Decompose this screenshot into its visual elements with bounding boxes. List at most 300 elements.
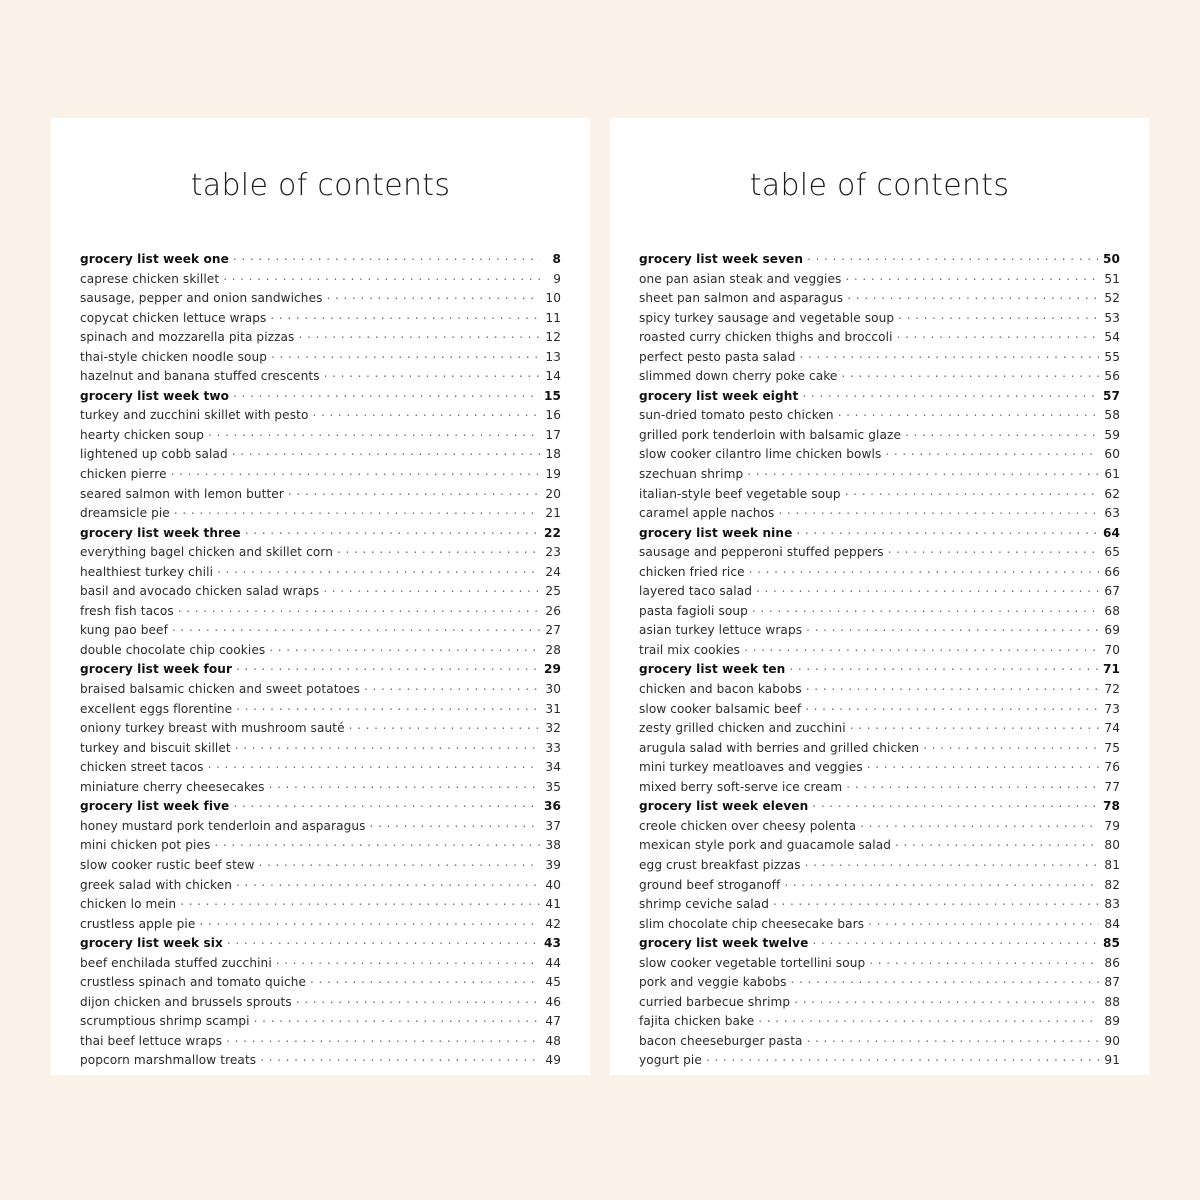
toc-page-number: 13 xyxy=(545,349,561,364)
toc-page-number: 47 xyxy=(545,1014,561,1029)
toc-page-number: 18 xyxy=(545,447,561,462)
toc-entry-label: greek salad with chicken xyxy=(80,877,233,892)
toc-entry-label: popcorn marshmallow treats xyxy=(80,1053,257,1068)
toc-entry[interactable] xyxy=(639,327,1120,347)
toc-dot-leader xyxy=(807,1031,1099,1045)
toc-entry[interactable] xyxy=(80,464,561,484)
toc-entry-label: sausage and pepperoni stuffed peppers xyxy=(639,545,884,560)
toc-entry[interactable] xyxy=(639,542,1120,562)
toc-entry-label: egg crust breakfast pizzas xyxy=(639,857,801,872)
toc-dot-leader xyxy=(706,1050,1099,1064)
toc-entry-label: slim chocolate chip cheesecake bars xyxy=(639,916,865,931)
toc-dot-leader xyxy=(236,659,540,673)
toc-entry[interactable] xyxy=(639,503,1120,523)
toc-page-number: 33 xyxy=(545,740,561,755)
toc-page-number: 54 xyxy=(1104,330,1120,345)
toc-entry[interactable] xyxy=(639,425,1120,445)
toc-entry-label: perfect pesto pasta salad xyxy=(639,349,796,364)
toc-page-number: 72 xyxy=(1104,682,1120,697)
toc-page-number: 77 xyxy=(1104,779,1120,794)
toc-page-number: 68 xyxy=(1104,603,1120,618)
toc-entry[interactable] xyxy=(639,1050,1120,1070)
toc-entry-label: pork and veggie kabobs xyxy=(639,975,787,990)
toc-dot-leader xyxy=(838,405,1099,419)
right-page xyxy=(610,118,1149,1075)
toc-dot-leader xyxy=(270,308,540,322)
toc-entry[interactable] xyxy=(80,699,561,719)
toc-dot-leader xyxy=(895,835,1099,849)
toc-entry[interactable] xyxy=(80,757,561,777)
toc-list-right xyxy=(639,249,1120,1070)
toc-page-number: 35 xyxy=(545,779,561,794)
toc-entry[interactable] xyxy=(639,699,1120,719)
toc-entry[interactable] xyxy=(80,1050,561,1070)
toc-entry[interactable] xyxy=(80,894,561,914)
toc-entry[interactable] xyxy=(639,640,1120,660)
toc-page-number: 81 xyxy=(1104,857,1120,872)
toc-entry[interactable] xyxy=(639,444,1120,464)
toc-dot-leader xyxy=(812,933,1099,947)
toc-entry[interactable] xyxy=(80,992,561,1012)
toc-page-number: 26 xyxy=(545,603,561,618)
toc-entry-label: caprese chicken skillet xyxy=(80,271,220,286)
toc-dot-leader xyxy=(271,347,540,361)
toc-entry[interactable] xyxy=(639,816,1120,836)
toc-entry-label: grocery list week nine xyxy=(639,525,793,540)
toc-dot-leader xyxy=(260,1050,540,1064)
toc-page-number: 27 xyxy=(545,623,561,638)
toc-dot-leader xyxy=(789,659,1099,673)
toc-entry-label: crustless spinach and tomato quiche xyxy=(80,975,307,990)
toc-entry-label: grocery list week eleven xyxy=(639,799,809,814)
toc-section-heading[interactable] xyxy=(80,659,561,679)
toc-entry-label: miniature cherry cheesecakes xyxy=(80,779,265,794)
toc-page-number: 52 xyxy=(1104,291,1120,306)
toc-entry[interactable] xyxy=(80,1031,561,1051)
toc-entry[interactable] xyxy=(639,308,1120,328)
toc-entry-label: grocery list week one xyxy=(80,252,229,266)
toc-entry[interactable] xyxy=(80,327,561,347)
toc-dot-leader xyxy=(850,718,1099,732)
toc-page-number: 78 xyxy=(1102,799,1120,814)
toc-page-number: 73 xyxy=(1104,701,1120,716)
toc-entry-label: grocery list week eight xyxy=(639,388,799,403)
toc-page-number: 37 xyxy=(545,818,561,833)
toc-entry[interactable] xyxy=(639,484,1120,504)
toc-dot-leader xyxy=(888,542,1099,556)
toc-page-number: 19 xyxy=(545,467,561,482)
toc-entry-label: grocery list week six xyxy=(80,936,223,951)
toc-entry[interactable] xyxy=(80,738,561,758)
toc-page-number: 16 xyxy=(545,408,561,423)
toc-entry[interactable] xyxy=(639,366,1120,386)
toc-entry[interactable] xyxy=(639,738,1120,758)
toc-entry-label: chicken lo mein xyxy=(80,897,177,912)
toc-page-number: 87 xyxy=(1104,975,1120,990)
toc-page-number: 39 xyxy=(545,857,561,872)
toc-page-number: 55 xyxy=(1104,349,1120,364)
toc-entry-label: asian turkey lettuce wraps xyxy=(639,623,803,638)
toc-entry-label: mini turkey meatloaves and veggies xyxy=(639,760,863,775)
toc-dot-leader xyxy=(752,601,1099,615)
toc-entry-label: copycat chicken lettuce wraps xyxy=(80,310,267,325)
toc-page-number: 10 xyxy=(545,291,561,306)
toc-entry-label: grilled pork tenderloin with balsamic glaze xyxy=(639,427,901,442)
toc-section-heading[interactable] xyxy=(80,933,561,953)
toc-page-number: 50 xyxy=(1102,252,1120,266)
toc-entry[interactable] xyxy=(639,601,1120,621)
toc-entry-label: honey mustard pork tenderloin and asparagus xyxy=(80,818,366,833)
toc-entry[interactable] xyxy=(80,562,561,582)
toc-dot-leader xyxy=(312,405,540,419)
toc-dot-leader xyxy=(324,366,540,380)
toc-dot-leader xyxy=(744,640,1099,654)
toc-entry[interactable] xyxy=(639,347,1120,367)
toc-entry-label: caramel apple nachos xyxy=(639,506,775,521)
toc-entry[interactable] xyxy=(639,992,1120,1012)
toc-entry-label: yogurt pie xyxy=(639,1053,702,1068)
toc-entry-label: chicken street tacos xyxy=(80,760,204,775)
toc-entry[interactable] xyxy=(639,562,1120,582)
toc-entry[interactable] xyxy=(80,347,561,367)
toc-section-heading[interactable] xyxy=(639,933,1120,953)
left-page xyxy=(51,118,590,1075)
toc-dot-leader xyxy=(236,875,540,889)
toc-page-number: 17 xyxy=(545,427,561,442)
toc-dot-leader xyxy=(288,484,540,498)
toc-dot-leader xyxy=(885,444,1099,458)
toc-section-heading[interactable] xyxy=(80,796,561,816)
toc-dot-leader xyxy=(806,620,1099,634)
toc-dot-leader xyxy=(178,601,540,615)
toc-dot-leader xyxy=(208,757,540,771)
toc-entry[interactable] xyxy=(80,914,561,934)
toc-page-number: 82 xyxy=(1104,877,1120,892)
toc-page-number: 91 xyxy=(1104,1053,1120,1068)
toc-page-number: 57 xyxy=(1102,388,1120,403)
toc-entry[interactable] xyxy=(80,425,561,445)
toc-page-number: 59 xyxy=(1104,427,1120,442)
toc-entry[interactable] xyxy=(80,581,561,601)
toc-dot-leader xyxy=(845,269,1099,283)
toc-dot-leader xyxy=(898,308,1099,322)
toc-entry-label: hearty chicken soup xyxy=(80,427,205,442)
toc-entry[interactable] xyxy=(80,405,561,425)
toc-entry[interactable] xyxy=(639,405,1120,425)
toc-dot-leader xyxy=(778,503,1099,517)
toc-dot-leader xyxy=(233,386,540,400)
toc-entry-label: sausage, pepper and onion sandwiches xyxy=(80,291,323,306)
toc-page-number: 11 xyxy=(545,310,561,325)
toc-page-number: 45 xyxy=(545,975,561,990)
toc-page-number: 75 xyxy=(1104,740,1120,755)
toc-dot-leader xyxy=(214,835,540,849)
toc-dot-leader xyxy=(791,972,1099,986)
toc-dot-leader xyxy=(276,953,540,967)
toc-dot-leader xyxy=(806,679,1099,693)
page-title: table of contents xyxy=(190,168,451,203)
toc-entry[interactable] xyxy=(639,972,1120,992)
toc-entry-label: basil and avocado chicken salad wraps xyxy=(80,584,320,599)
toc-entry-label: bacon cheeseburger pasta xyxy=(639,1033,803,1048)
toc-entry[interactable] xyxy=(80,835,561,855)
toc-page-number: 53 xyxy=(1104,310,1120,325)
toc-entry-label: fresh fish tacos xyxy=(80,603,174,618)
toc-entry[interactable] xyxy=(639,679,1120,699)
toc-entry-label: slow cooker cilantro lime chicken bowls xyxy=(639,447,882,462)
toc-entry[interactable] xyxy=(80,953,561,973)
toc-dot-leader xyxy=(258,855,540,869)
toc-page-number: 80 xyxy=(1104,838,1120,853)
toc-page-number: 62 xyxy=(1104,486,1120,501)
toc-dot-leader xyxy=(845,484,1099,498)
toc-entry-label: shrimp ceviche salad xyxy=(639,897,769,912)
toc-page-number: 85 xyxy=(1102,936,1120,951)
toc-entry-label: curried barbecue shrimp xyxy=(639,994,791,1009)
toc-entry[interactable] xyxy=(80,542,561,562)
toc-entry[interactable] xyxy=(80,444,561,464)
toc-dot-leader xyxy=(805,855,1099,869)
toc-dot-leader xyxy=(812,796,1099,810)
toc-dot-leader xyxy=(323,581,540,595)
toc-entry[interactable] xyxy=(639,718,1120,738)
toc-page-number: 71 xyxy=(1102,662,1120,677)
toc-dot-leader xyxy=(747,464,1099,478)
toc-section-heading[interactable] xyxy=(639,249,1120,269)
toc-entry[interactable] xyxy=(639,464,1120,484)
toc-dot-leader xyxy=(370,816,540,830)
toc-entry[interactable] xyxy=(639,620,1120,640)
toc-entry-label: pasta fagioli soup xyxy=(639,603,748,618)
toc-page-number: 9 xyxy=(553,271,561,286)
toc-dot-leader xyxy=(298,327,540,341)
toc-page-number: 79 xyxy=(1104,818,1120,833)
toc-entry-label: arugula salad with berries and grilled chicken xyxy=(639,740,920,755)
toc-dot-leader xyxy=(794,992,1099,1006)
toc-entry-label: grocery list week twelve xyxy=(639,936,809,951)
toc-page-number: 38 xyxy=(545,838,561,853)
toc-dot-leader xyxy=(337,542,540,556)
toc-entry[interactable] xyxy=(639,757,1120,777)
toc-entry[interactable] xyxy=(639,914,1120,934)
toc-section-heading[interactable] xyxy=(80,386,561,406)
toc-dot-leader xyxy=(758,1011,1099,1025)
toc-entry[interactable] xyxy=(639,288,1120,308)
toc-dot-leader xyxy=(236,699,540,713)
toc-entry[interactable] xyxy=(80,503,561,523)
toc-entry[interactable] xyxy=(80,269,561,289)
toc-entry[interactable] xyxy=(639,581,1120,601)
toc-entry[interactable] xyxy=(80,366,561,386)
toc-entry[interactable] xyxy=(639,1011,1120,1031)
toc-dot-leader xyxy=(802,386,1099,400)
toc-entry-label: lightened up cobb salad xyxy=(80,447,228,462)
toc-dot-leader xyxy=(868,914,1099,928)
toc-section-heading[interactable] xyxy=(639,796,1120,816)
toc-entry-label: trail mix cookies xyxy=(639,642,741,657)
toc-page-number: 90 xyxy=(1104,1033,1120,1048)
toc-entry[interactable] xyxy=(80,308,561,328)
toc-page-number: 24 xyxy=(545,564,561,579)
toc-entry-label: everything bagel chicken and skillet corn xyxy=(80,545,333,560)
toc-entry-label: chicken fried rice xyxy=(639,564,745,579)
toc-dot-leader xyxy=(223,269,540,283)
toc-entry-label: scrumptious shrimp scampi xyxy=(80,1014,250,1029)
toc-entry-label: turkey and zucchini skillet with pesto xyxy=(80,408,309,423)
toc-entry-label: grocery list week seven xyxy=(639,252,804,266)
toc-entry-label: italian-style beef vegetable soup xyxy=(639,486,841,501)
toc-entry-label: spicy turkey sausage and vegetable soup xyxy=(639,310,895,325)
toc-page-number: 66 xyxy=(1104,564,1120,579)
toc-page-number: 20 xyxy=(545,486,561,501)
toc-entry-label: grocery list week ten xyxy=(639,662,786,677)
toc-entry[interactable] xyxy=(80,484,561,504)
toc-page-number: 74 xyxy=(1104,721,1120,736)
toc-entry-label: fajita chicken bake xyxy=(639,1014,755,1029)
toc-section-heading[interactable] xyxy=(639,386,1120,406)
toc-dot-leader xyxy=(805,699,1099,713)
toc-entry-label: mixed berry soft-serve ice cream xyxy=(639,779,843,794)
toc-page-number: 89 xyxy=(1104,1014,1120,1029)
toc-entry[interactable] xyxy=(639,855,1120,875)
toc-entry[interactable] xyxy=(639,269,1120,289)
toc-entry[interactable] xyxy=(639,1031,1120,1051)
toc-dot-leader xyxy=(296,992,540,1006)
toc-dot-leader xyxy=(869,953,1099,967)
toc-entry[interactable] xyxy=(80,972,561,992)
toc-page-number: 41 xyxy=(545,897,561,912)
toc-dot-leader xyxy=(897,327,1099,341)
toc-section-heading[interactable] xyxy=(639,523,1120,543)
toc-entry-label: grocery list week three xyxy=(80,525,241,540)
toc-entry[interactable] xyxy=(80,816,561,836)
toc-entry-label: zesty grilled chicken and zucchini xyxy=(639,721,846,736)
toc-entry-label: slimmed down cherry poke cake xyxy=(639,369,838,384)
toc-page-number: 46 xyxy=(545,994,561,1009)
toc-page-number: 70 xyxy=(1104,642,1120,657)
toc-section-heading[interactable] xyxy=(639,659,1120,679)
toc-page-number: 58 xyxy=(1104,408,1120,423)
toc-page-number: 48 xyxy=(545,1033,561,1048)
toc-entry-label: slow cooker balsamic beef xyxy=(639,701,802,716)
toc-entry[interactable] xyxy=(80,620,561,640)
toc-entry-label: creole chicken over cheesy polenta xyxy=(639,818,857,833)
toc-entry-label: chicken pierre xyxy=(80,467,167,482)
toc-entry-label: oniony turkey breast with mushroom sauté xyxy=(80,721,345,736)
toc-entry-label: szechuan shrimp xyxy=(639,467,744,482)
toc-entry-label: hazelnut and banana stuffed crescents xyxy=(80,369,320,384)
toc-section-heading[interactable] xyxy=(80,523,561,543)
toc-page-number: 30 xyxy=(545,682,561,697)
toc-dot-leader xyxy=(232,444,540,458)
toc-entry[interactable] xyxy=(80,679,561,699)
toc-dot-leader xyxy=(905,425,1099,439)
toc-entry-label: excellent eggs florentine xyxy=(80,701,233,716)
toc-dot-leader xyxy=(226,1031,540,1045)
toc-entry[interactable] xyxy=(639,953,1120,973)
toc-entry-label: thai-style chicken noodle soup xyxy=(80,349,268,364)
toc-dot-leader xyxy=(227,933,540,947)
toc-dot-leader xyxy=(349,718,540,732)
toc-list-left xyxy=(80,249,561,1070)
toc-page-number: 14 xyxy=(545,369,561,384)
toc-entry[interactable] xyxy=(80,855,561,875)
toc-page-number: 61 xyxy=(1104,467,1120,482)
toc-dot-leader xyxy=(799,347,1099,361)
toc-entry[interactable] xyxy=(639,835,1120,855)
toc-entry-label: grocery list week four xyxy=(80,662,233,677)
toc-section-heading[interactable] xyxy=(80,249,561,269)
toc-page-number: 23 xyxy=(545,545,561,560)
toc-entry-label: ground beef stroganoff xyxy=(639,877,781,892)
toc-entry-label: mini chicken pot pies xyxy=(80,838,211,853)
toc-entry[interactable] xyxy=(80,601,561,621)
toc-entry-label: sheet pan salmon and asparagus xyxy=(639,291,844,306)
toc-entry-label: dijon chicken and brussels sprouts xyxy=(80,994,292,1009)
toc-page-number: 44 xyxy=(545,955,561,970)
toc-entry[interactable] xyxy=(639,894,1120,914)
toc-entry-label: beef enchilada stuffed zucchini xyxy=(80,955,272,970)
toc-entry[interactable] xyxy=(80,288,561,308)
toc-entry-label: braised balsamic chicken and sweet potatoes xyxy=(80,682,360,697)
toc-page-number: 88 xyxy=(1104,994,1120,1009)
toc-dot-leader xyxy=(235,738,540,752)
page-title: table of contents xyxy=(749,168,1010,203)
toc-entry[interactable] xyxy=(80,875,561,895)
toc-entry[interactable] xyxy=(80,640,561,660)
toc-entry-label: double chocolate chip cookies xyxy=(80,642,266,657)
toc-page-number: 65 xyxy=(1104,545,1120,560)
toc-page-number: 69 xyxy=(1104,623,1120,638)
toc-page-number: 40 xyxy=(545,877,561,892)
toc-page-number: 29 xyxy=(543,662,561,677)
toc-dot-leader xyxy=(172,620,540,634)
toc-page-number: 12 xyxy=(545,330,561,345)
toc-entry[interactable] xyxy=(80,777,561,797)
toc-entry-label: one pan asian steak and veggies xyxy=(639,271,842,286)
toc-page-number: 60 xyxy=(1104,447,1120,462)
toc-entry[interactable] xyxy=(80,718,561,738)
toc-dot-leader xyxy=(796,523,1099,537)
toc-entry[interactable] xyxy=(639,777,1120,797)
toc-dot-leader xyxy=(846,777,1099,791)
toc-dot-leader xyxy=(199,914,540,928)
toc-entry[interactable] xyxy=(80,1011,561,1031)
toc-page-number: 56 xyxy=(1104,369,1120,384)
toc-dot-leader xyxy=(784,875,1099,889)
toc-dot-leader xyxy=(841,366,1099,380)
toc-dot-leader xyxy=(923,738,1099,752)
toc-page-number: 25 xyxy=(545,584,561,599)
toc-entry-label: slow cooker vegetable tortellini soup xyxy=(639,955,866,970)
toc-entry-label: grocery list week five xyxy=(80,799,230,814)
toc-page-number: 76 xyxy=(1104,760,1120,775)
toc-page-number: 83 xyxy=(1104,897,1120,912)
toc-dot-leader xyxy=(310,972,540,986)
toc-page-number: 64 xyxy=(1102,525,1120,540)
toc-page-number: 31 xyxy=(545,701,561,716)
toc-dot-leader xyxy=(847,288,1099,302)
toc-dot-leader xyxy=(807,249,1099,263)
toc-entry-label: mexican style pork and guacamole salad xyxy=(639,838,892,853)
toc-dot-leader xyxy=(208,425,540,439)
toc-dot-leader xyxy=(233,796,540,810)
toc-entry[interactable] xyxy=(639,875,1120,895)
toc-entry-label: chicken and bacon kabobs xyxy=(639,682,802,697)
toc-entry-label: healthiest turkey chili xyxy=(80,564,214,579)
toc-dot-leader xyxy=(254,1011,540,1025)
toc-page-number: 36 xyxy=(543,799,561,814)
